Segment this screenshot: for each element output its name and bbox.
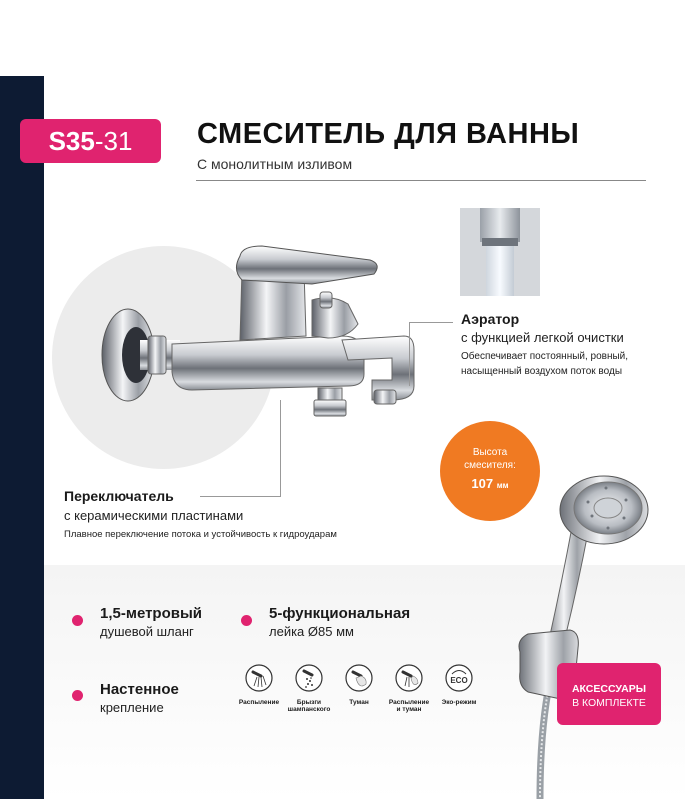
- accessories-line-2: В КОМПЛЕКТЕ: [572, 697, 646, 709]
- eco-badge-text: ECO: [450, 676, 468, 685]
- spray-mist-mode-icon: [395, 664, 423, 692]
- mode-mist-label: [334, 699, 384, 706]
- mode-label-line-2: шампанского: [287, 706, 331, 713]
- aerator-leader-horizontal: [409, 322, 453, 323]
- aerator-photo: [460, 208, 540, 296]
- bullet-head: [241, 615, 252, 626]
- spray-mode-icon: [245, 664, 273, 692]
- mode-label-line-1: Распыление: [238, 699, 280, 706]
- switch-leader-vertical: [280, 400, 281, 497]
- aerator-desc-line-1: Обеспечивает постоянный, ровный,: [461, 351, 629, 362]
- switch-description: Плавное переключение потока и устойчивость к гидроударам: [64, 529, 337, 540]
- mist-mode-icon: [345, 664, 373, 692]
- height-badge-line-1: Высота: [472, 447, 508, 458]
- bullet-hose: [72, 615, 83, 626]
- switch-title: Переключатель: [64, 488, 174, 504]
- page-subtitle: С монолитным изливом: [197, 156, 353, 172]
- mode-label-line-1: Эко-режим: [441, 699, 477, 706]
- height-unit: мм: [496, 481, 509, 490]
- title-divider: [196, 180, 646, 181]
- mode-label-line-1: Распыление: [388, 699, 430, 706]
- aerator-description: [461, 349, 661, 379]
- mode-eco-label: [434, 699, 484, 706]
- shower-head-image: [500, 472, 685, 799]
- feature-mount-text: крепление: [100, 700, 164, 715]
- faucet-image: [92, 240, 422, 425]
- page-title: СМЕСИТЕЛЬ ДЛЯ ВАННЫ: [197, 118, 580, 150]
- accessories-badge: [557, 663, 661, 725]
- bullet-mount: [72, 690, 83, 701]
- aerator-title: Аэратор: [461, 311, 520, 327]
- sku-bold: S35: [48, 125, 95, 156]
- sku-badge: [20, 119, 161, 163]
- mode-label-line-2: и туман: [396, 706, 422, 713]
- mode-champagne-label: [284, 699, 334, 713]
- mode-spray-label: [234, 699, 284, 706]
- aerator-leader-vertical: [409, 322, 410, 386]
- mode-label-line-1: Туман: [349, 699, 369, 706]
- feature-mount-title: Настенное: [100, 681, 179, 698]
- feature-hose-title: 1,5-метровый: [100, 605, 203, 622]
- aerator-subtitle: с функцией легкой очистки: [461, 330, 624, 345]
- navy-side-bar: [0, 76, 44, 799]
- champagne-mode-icon: [295, 664, 323, 692]
- mode-champagne: [284, 664, 334, 713]
- mode-mist: [334, 664, 384, 706]
- mode-spray-mist-label: [384, 699, 434, 713]
- mode-eco: [434, 664, 484, 706]
- mode-label-line-1: Брызги: [296, 699, 322, 706]
- feature-head-text: лейка Ø85 мм: [269, 624, 354, 639]
- feature-hose-text: душевой шланг: [100, 624, 194, 639]
- sku-light: -31: [94, 125, 133, 156]
- accessories-line-1: АКСЕССУАРЫ: [571, 683, 647, 695]
- mode-spray: [234, 664, 284, 706]
- aerator-desc-line-2: насыщенный воздухом поток воды: [461, 366, 623, 377]
- height-value: 107: [471, 476, 494, 491]
- eco-mode-icon: [445, 664, 473, 692]
- feature-head-title: 5-функциональная: [269, 605, 411, 622]
- mode-spray-mist: [384, 664, 434, 713]
- switch-subtitle: с керамическими пластинами: [64, 508, 244, 523]
- switch-leader-horizontal: [200, 496, 280, 497]
- height-badge-line-2: смесителя:: [464, 460, 516, 471]
